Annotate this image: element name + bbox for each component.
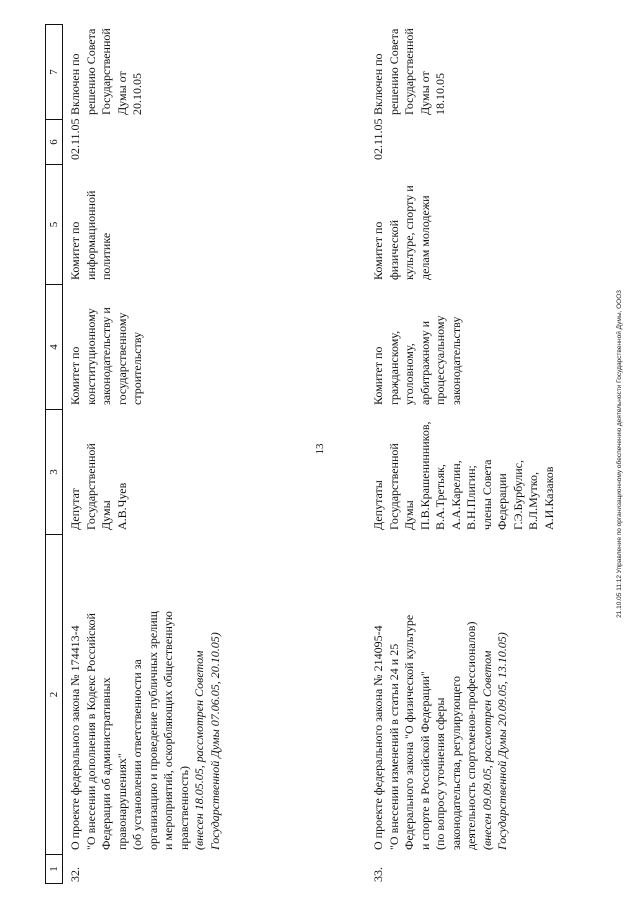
cell-line: А.А.Карелин,: [448, 460, 463, 530]
consideration-date: 02.11.05: [68, 118, 82, 160]
cell-line: Думы: [99, 500, 113, 530]
cell-line: Включен по: [371, 53, 385, 115]
cell-line: А.И.Казаков: [541, 466, 556, 530]
cell-line: решению Совета: [386, 28, 401, 115]
table-row: [366, 24, 639, 884]
cell-line: (об установлении ответственности за: [130, 659, 144, 850]
cell-line: законодательству и: [99, 307, 113, 405]
cell-line: законодательства, регулирующего: [448, 675, 463, 850]
header-col-3: 3: [46, 409, 62, 534]
cell-line: физической: [386, 220, 401, 280]
cell-line: правонарушениях": [114, 753, 129, 850]
cell-line: Депутаты: [371, 480, 385, 530]
bill-author: [369, 409, 639, 534]
cell-line: информационной: [83, 190, 98, 280]
cell-line: конституционному: [83, 308, 98, 405]
cell-line: члены Совета: [479, 459, 494, 530]
lead-committee: [369, 284, 639, 409]
cell-line: О проекте федерального закона № 214095-4: [371, 625, 385, 850]
cell-line: (по вопросу уточнения сферы: [433, 697, 447, 850]
table-header-row: [45, 24, 63, 884]
consideration-date: 02.11.05: [371, 118, 385, 160]
cell-line: законодательству: [448, 316, 463, 405]
row-note: [369, 24, 639, 119]
cell-line: Комитет по: [68, 346, 82, 405]
bills-table: [45, 24, 635, 884]
bill-submission-note: Государственной Думы 07.06.05, 20.10.05): [207, 632, 222, 850]
row-note: [66, 24, 366, 119]
cell-line: культуре, спорту и: [402, 185, 416, 280]
table-row: [63, 24, 366, 884]
cell-line: деятельность спортсменов-профессионалов): [464, 621, 478, 850]
cell-line: Государственной: [402, 28, 416, 115]
cell-line: гражданскому,: [386, 330, 401, 405]
print-footer: 21.10.05 11:12 Управление по организационному обеспечению деятельности Государственной Думы, ООО3: [616, 290, 623, 618]
cell-line: организацию и проведение публичных зрелищ: [145, 611, 160, 850]
cell-line: арбитражному и: [417, 320, 432, 405]
row-number: 32.: [68, 867, 82, 882]
cell-line: политике: [99, 232, 113, 280]
cell-line: государственному: [114, 312, 129, 405]
cell-line: Федерации: [495, 473, 509, 530]
bill-author: [66, 409, 366, 534]
cell-line: А.В.Чуев: [114, 482, 129, 530]
cell-line: "О внесении дополнения в Кодекс Российской: [83, 613, 98, 850]
cell-line: Государственной: [99, 28, 113, 115]
cell-line: Думы: [402, 500, 416, 530]
cell-line: "О внесении изменений в статьи 24 и 25: [386, 643, 401, 850]
cell-line: процессуальному: [433, 315, 447, 405]
header-col-5: 5: [46, 164, 62, 284]
bill-title: [66, 534, 366, 854]
cell-line: строительству: [130, 332, 144, 405]
cell-line: Комитет по: [371, 346, 385, 405]
cell-line: Государственной: [386, 443, 401, 530]
cell-line: уголовному,: [402, 343, 416, 405]
header-col-7: 7: [46, 24, 62, 119]
cell-line: Государственной: [83, 443, 98, 530]
cell-line: В.А.Третьяк,: [433, 464, 447, 530]
cell-line: О проекте федерального закона № 174413-4: [68, 625, 82, 850]
header-col-6: 6: [46, 119, 62, 164]
cell-line: и мероприятий, оскорбляющих общественную: [161, 611, 175, 850]
cell-line: делам молодежи: [417, 195, 432, 280]
cell-line: Думы от 20.10.05: [114, 71, 144, 115]
co-committee: [369, 164, 639, 284]
cell-line: Включен по: [68, 53, 82, 115]
bill-submission-note: Государственной Думы 20.09.05, 13.10.05): [495, 632, 509, 850]
cell-line: Федерации об административных: [99, 677, 113, 850]
cell-line: П.В.Крашенинников,: [417, 421, 432, 530]
cell-line: В.Л.Мутко,: [526, 472, 540, 530]
co-committee: [66, 164, 366, 284]
cell-line: Г.Э.Бурбулис,: [510, 460, 525, 530]
row-number: 33.: [371, 867, 385, 882]
cell-line: Федерального закона "О физической культуре: [402, 614, 416, 850]
cell-line: Думы от 18.10.05: [417, 71, 447, 115]
cell-line: Комитет по: [68, 221, 82, 280]
cell-line: Депутат: [68, 488, 82, 530]
bill-title: [369, 534, 639, 854]
header-col-1: 1: [46, 854, 62, 884]
cell-line: В.Н.Плигин;: [464, 465, 478, 530]
cell-line: решению Совета: [83, 28, 98, 115]
bill-submission-note: (внесен 18.05.05, рассмотрен Советом: [192, 650, 206, 850]
cell-line: нравственность): [176, 765, 191, 850]
header-col-2: 2: [46, 534, 62, 854]
bill-submission-note: (внесен 09.09.05, рассмотрен Советом: [479, 650, 494, 850]
page-number: 13: [314, 443, 326, 455]
lead-committee: [66, 284, 366, 409]
cell-line: и спорте в Российской Федерации": [417, 671, 432, 850]
cell-line: Комитет по: [371, 221, 385, 280]
header-col-4: 4: [46, 284, 62, 409]
